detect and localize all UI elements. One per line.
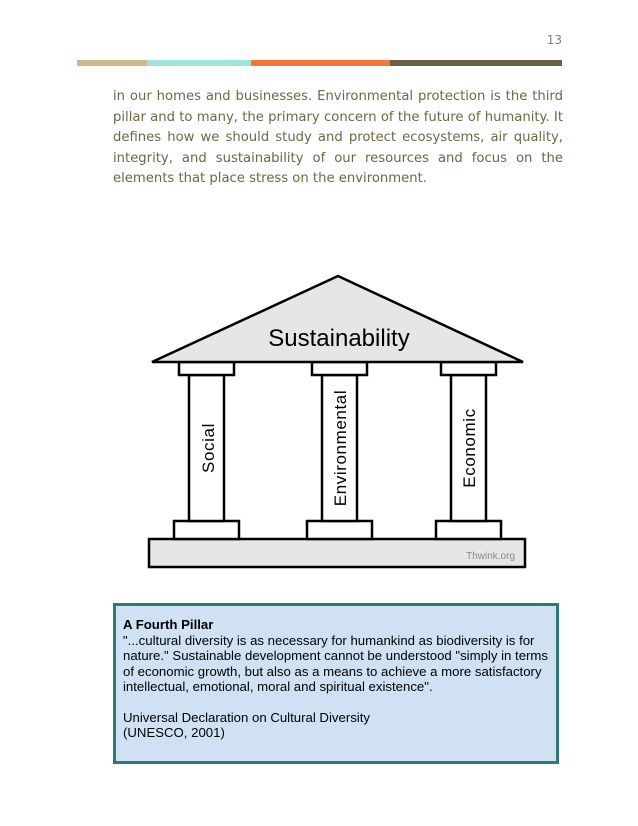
accent-segment-brown xyxy=(390,60,562,66)
diagram-credit: Thwink.org xyxy=(466,551,515,562)
sustainability-pillars-diagram xyxy=(140,270,530,575)
callout-source-name: Universal Declaration on Cultural Diversity xyxy=(123,709,370,725)
fourth-pillar-callout xyxy=(113,603,559,764)
accent-segment-tan xyxy=(77,60,147,66)
body-paragraph: in our homes and businesses. Environmental protection is the third pillar and to many, the primary concern of the future of humanity. It defines how we should study and protect ecosystems, air quality, integrity, and sustainability of our resources and focus on the elements that place stress on the environment. xyxy=(113,89,563,187)
accent-segment-orange xyxy=(251,60,390,66)
accent-color-bar xyxy=(77,60,562,66)
pillar-capital-social xyxy=(179,362,234,375)
pillar-capital-economic xyxy=(441,362,496,375)
roof-label: Sustainability xyxy=(268,325,410,352)
pillar-plinth-economic xyxy=(436,521,501,539)
callout-spacer xyxy=(123,695,549,710)
callout-quote: "...cultural diversity is as necessary for humankind as biodiversity is for nature." Sustainable development cannot be understood "simply in terms of economic growth, but also as a means to achieve a more satisfactory intellectual, emotional, moral and spiritual existence". xyxy=(123,632,549,694)
pillar-plinth-social xyxy=(174,521,239,539)
pillar-label-economic: Economic xyxy=(460,408,479,488)
page-number: 13 xyxy=(546,33,562,47)
callout-title: A Fourth Pillar xyxy=(123,617,214,632)
pillar-label-environmental: Environmental xyxy=(331,389,350,507)
pillar-plinth-environmental xyxy=(307,521,372,539)
pillar-capital-environmental xyxy=(312,362,367,375)
callout-source-year: (UNESCO, 2001) xyxy=(123,725,225,740)
pillar-label-social: Social xyxy=(199,423,218,473)
accent-segment-aqua xyxy=(147,60,251,66)
